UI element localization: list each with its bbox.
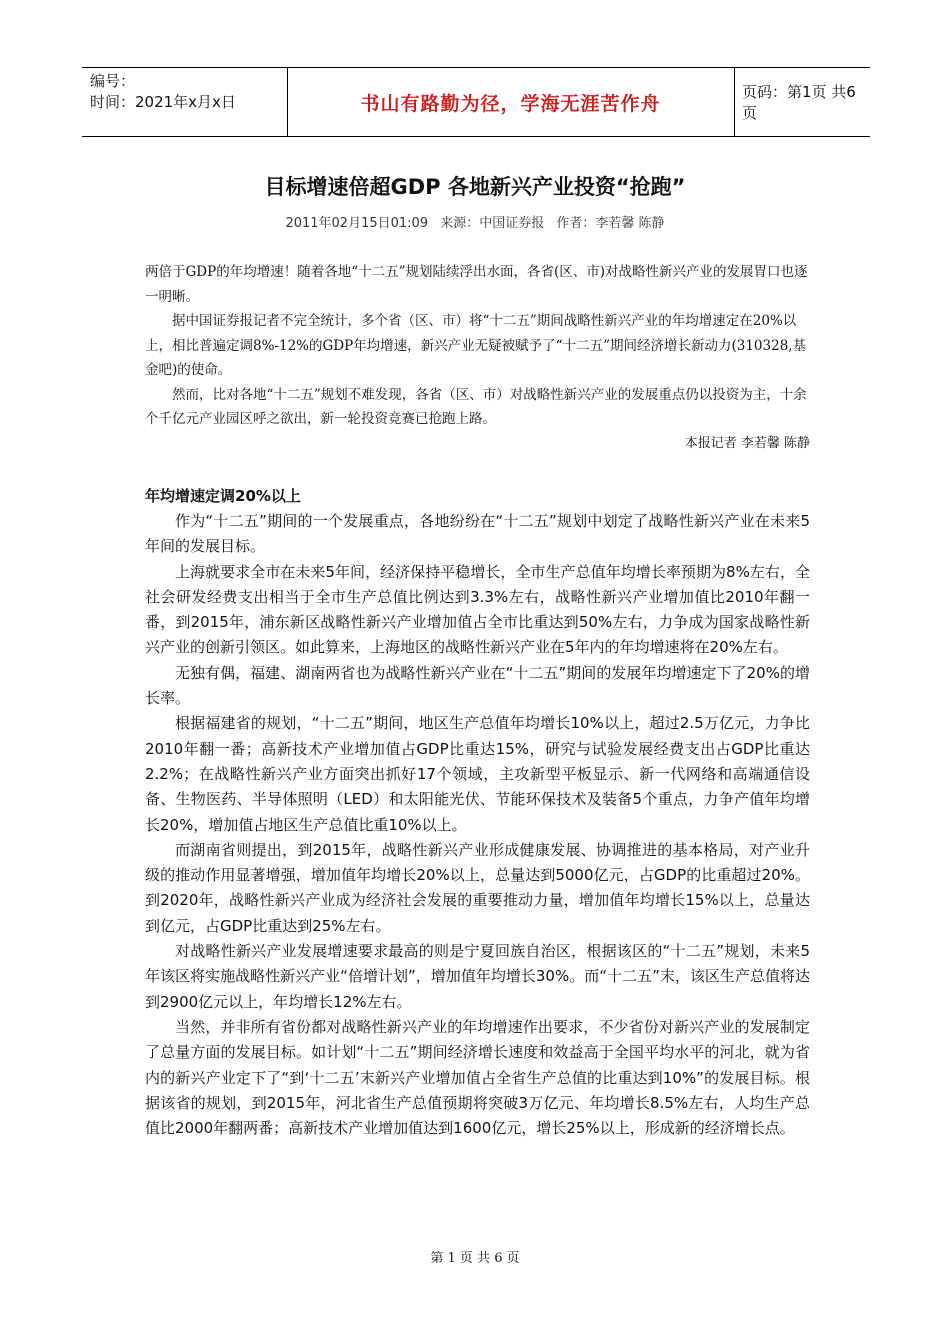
document-number-label: 编号： <box>90 72 136 90</box>
body-paragraph: 作为“十二五”期间的一个发展重点，各地纷纷在“十二五”规划中划定了战略性新兴产业在未来5年间的发展目标。 <box>145 512 810 556</box>
intro-paragraph: 两倍于GDP的年均增速！随着各地“十二五”规划陆续浮出水面，各省(区、市)对战略性新兴产业的发展胃口也逐一明晰。 <box>145 264 808 305</box>
body-paragraph: 对战略性新兴产业发展增速要求最高的则是宁夏回族自治区，根据该区的“十二五”规划，未来5年该区将实施战略性新兴产业“倍增计划”，增加值年均增长30%。而“十二五”末，该区生产总值将达到2900亿元以上，年均增长12%左右。 <box>145 942 810 1011</box>
body-paragraph: 无独有偶，福建、湖南两省也为战略性新兴产业在“十二五”期间的发展年均增速定下了20%的增长率。 <box>145 663 810 708</box>
intro-paragraph: 然而，比对各地“十二五”规划不难发现，各省（区、市）对战略性新兴产业的发展重点仍以投资为主，十余个千亿元产业园区呼之欲出，新一轮投资竞赛已抢跑上路。 <box>145 386 807 427</box>
body-paragraph: 上海就要求全市在未来5年间，经济保持平稳增长，全市生产总值年均增长率预期为8%左右，全社会研发经费支出相当于全市生产总值比例达到3.3%左右，战略性新兴产业增加值比2010年翻一番，到2015年，浦东新区战略性新兴产业增加值占全市比重达到50%左右，力争成为国家战略性新兴产业的创新引领区。如此算来，上海地区的战略性新兴产业在5年内的年均增速将在20%左右。 <box>145 562 810 657</box>
intro-paragraph: 据中国证券报记者不完全统计，多个省（区、市）将“十二五”期间战略性新兴产业的年均增速定在20%以上，相比普遍定调8%-12%的GDP年均增速，新兴产业无疑被赋予了“十二五”期间经济增长新动力(310328,基金吧)的使命。 <box>145 313 807 378</box>
article-intro <box>145 260 810 456</box>
body-paragraph: 而湖南省则提出，到2015年，战略性新兴产业形成健康发展、协调推进的基本格局，对产业升级的推动作用显著增强，增加值年均增长20%以上，总量达到5000亿元，占GDP的比重超过20%。到2020年，战略性新兴产业成为经济社会发展的重要推动力量，增加值年均增长15%以上，总量达到亿元，占GDP比重达到25%左右。 <box>145 840 810 935</box>
section-title: 年均增速定调20%以上 <box>145 487 301 505</box>
article-body <box>145 509 810 1141</box>
article-meta <box>0 212 950 231</box>
header-divider <box>734 68 735 136</box>
body-paragraph: 当然，并非所有省份都对战略性新兴产业的年均增速作出要求，不少省份对新兴产业的发展制定了总量方面的发展目标。如计划“十二五”期间经济增长速度和效益高于全国平均水平的河北，就为省内的新兴产业定下了“到‘十二五’末新兴产业增加值占全省生产总值的比重达到10%”的发展目标。根据该省的规划，到2015年，河北省生产总值预期将突破3万亿元、年均增长8.5%左右，人均生产总值比2000年翻两番；高新技术产业增加值达到1600亿元，增长25%以上，形成新的经济增长点。 <box>145 1017 810 1138</box>
document-time-label: 时间：2021年x月x日 <box>90 93 236 111</box>
body-paragraph: 根据福建省的规划，“十二五”期间，地区生产总值年均增长10%以上，超过2.5万亿元，力争比2010年翻一番；高新技术产业增加值占GDP比重达15%，研究与试验发展经费支出占GDP比重达2.2%；在战略性新兴产业方面突出抓好17个领域，主攻新型平板显示、新一代网络和高端通信设备、生物医药、半导体照明（LED）和太阳能光伏、节能环保技术及装备5个重点，力争产值年均增长20%，增加值占地区生产总值比重10%以上。 <box>145 714 810 834</box>
article-title: 目标增速倍超GDP 各地新兴产业投资“抢跑” <box>264 175 686 199</box>
article-author: 作者：李若馨 陈静 <box>556 216 665 231</box>
header-page-label: 页码：第1页 共6页 <box>742 83 856 122</box>
reporter-byline: 本报记者 李若馨 陈静 <box>684 435 810 451</box>
header-motto: 书山有路勤为径，学海无涯苦作舟 <box>360 92 661 115</box>
page-header <box>82 67 870 137</box>
page-footer: 第 1 页 共 6 页 <box>430 1251 520 1266</box>
header-info <box>90 71 280 113</box>
article-date: 2011年02月15日01:09 <box>285 216 429 231</box>
article-source: 来源：中国证券报 <box>440 216 545 231</box>
